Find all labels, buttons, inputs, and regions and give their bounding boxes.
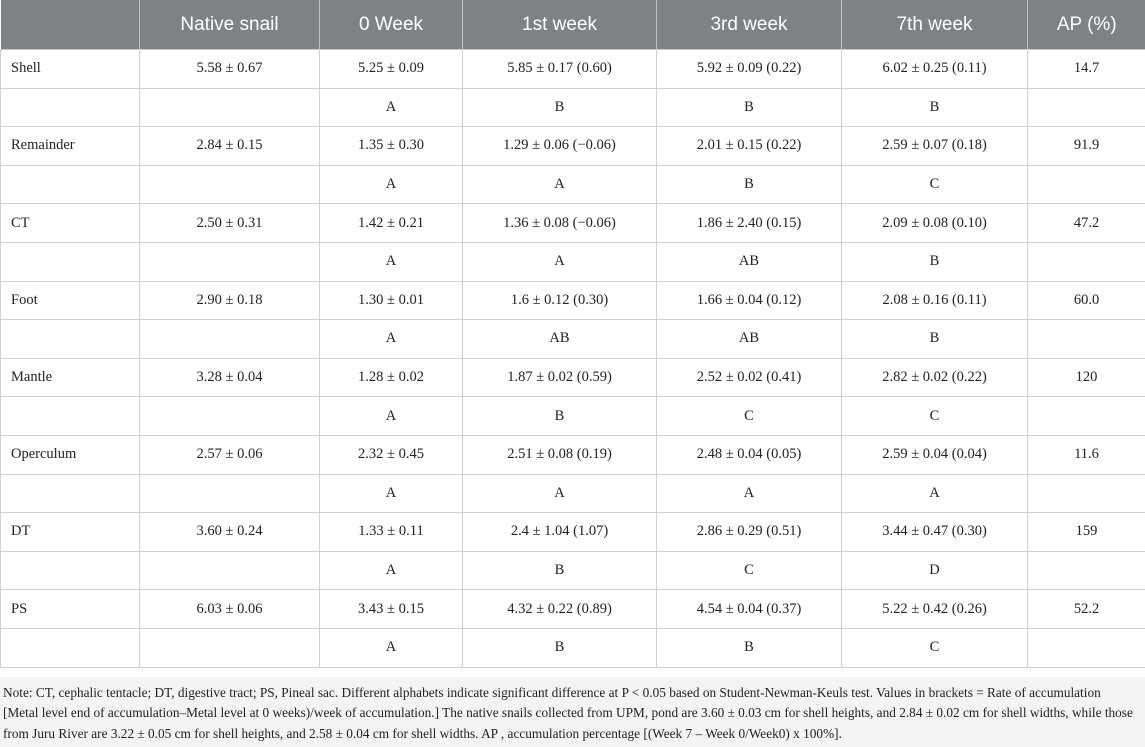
significance-letter: A — [320, 242, 463, 281]
value-cell: 52.2 — [1028, 590, 1145, 629]
significance-letter: B — [657, 88, 842, 127]
value-cell: 2.08 ± 0.16 (0.11) — [842, 281, 1028, 320]
significance-letter: C — [657, 551, 842, 590]
value-cell: 6.03 ± 0.06 — [140, 590, 320, 629]
significance-letter — [1028, 551, 1145, 590]
value-cell: 4.54 ± 0.04 (0.37) — [657, 590, 842, 629]
significance-letter: B — [463, 88, 657, 127]
table-row — [1, 435, 1145, 474]
header-cell-week-7: 7th week — [842, 0, 1028, 50]
significance-letter: A — [463, 242, 657, 281]
table-row — [1, 204, 1145, 243]
value-cell: 3.43 ± 0.15 — [320, 590, 463, 629]
value-cell: 2.59 ± 0.07 (0.18) — [842, 127, 1028, 166]
value-cell: 1.35 ± 0.30 — [320, 127, 463, 166]
value-cell: 5.92 ± 0.09 (0.22) — [657, 50, 842, 89]
value-cell: 2.59 ± 0.04 (0.04) — [842, 435, 1028, 474]
value-cell: 120 — [1028, 358, 1145, 397]
value-cell: 14.7 — [1028, 50, 1145, 89]
row-label: PS — [1, 590, 140, 629]
empty-cell — [1, 165, 140, 204]
row-label: Mantle — [1, 358, 140, 397]
significance-letter — [140, 165, 320, 204]
value-cell: 1.6 ± 0.12 (0.30) — [463, 281, 657, 320]
value-cell: 4.32 ± 0.22 (0.89) — [463, 590, 657, 629]
header-cell-tissue — [1, 0, 140, 50]
table-row-significance — [1, 551, 1145, 590]
significance-letter — [1028, 242, 1145, 281]
significance-letter — [1028, 397, 1145, 436]
table-row-significance — [1, 165, 1145, 204]
header-cell-week-3: 3rd week — [657, 0, 842, 50]
value-cell: 1.86 ± 2.40 (0.15) — [657, 204, 842, 243]
value-cell: 2.57 ± 0.06 — [140, 435, 320, 474]
value-cell: 60.0 — [1028, 281, 1145, 320]
significance-letter: AB — [657, 320, 842, 359]
value-cell: 1.36 ± 0.08 (−0.06) — [463, 204, 657, 243]
significance-letter: A — [320, 320, 463, 359]
value-cell: 3.60 ± 0.24 — [140, 513, 320, 552]
value-cell: 2.86 ± 0.29 (0.51) — [657, 513, 842, 552]
significance-letter — [140, 88, 320, 127]
significance-letter: B — [463, 628, 657, 667]
empty-cell — [1, 628, 140, 667]
significance-letter: B — [842, 242, 1028, 281]
empty-cell — [1, 474, 140, 513]
value-cell: 2.01 ± 0.15 (0.22) — [657, 127, 842, 166]
value-cell: 2.90 ± 0.18 — [140, 281, 320, 320]
value-cell: 5.22 ± 0.42 (0.26) — [842, 590, 1028, 629]
significance-letter — [1028, 320, 1145, 359]
significance-letter: B — [842, 320, 1028, 359]
table-row-significance — [1, 628, 1145, 667]
significance-letter — [1028, 165, 1145, 204]
row-label: Foot — [1, 281, 140, 320]
table-row — [1, 127, 1145, 166]
value-cell: 47.2 — [1028, 204, 1145, 243]
significance-letter: AB — [463, 320, 657, 359]
significance-letter: A — [320, 474, 463, 513]
empty-cell — [1, 551, 140, 590]
empty-cell — [1, 397, 140, 436]
value-cell: 6.02 ± 0.25 (0.11) — [842, 50, 1028, 89]
value-cell: 1.28 ± 0.02 — [320, 358, 463, 397]
header-cell-ap: AP (%) — [1028, 0, 1145, 50]
value-cell: 2.4 ± 1.04 (1.07) — [463, 513, 657, 552]
table-row-significance — [1, 320, 1145, 359]
row-label: Operculum — [1, 435, 140, 474]
table-row — [1, 590, 1145, 629]
significance-letter: A — [320, 397, 463, 436]
significance-letter: AB — [657, 242, 842, 281]
table-row-significance — [1, 88, 1145, 127]
significance-letter: A — [320, 165, 463, 204]
significance-letter: A — [657, 474, 842, 513]
header-cell-week-0: 0 Week — [320, 0, 463, 50]
table-row — [1, 50, 1145, 89]
value-cell: 2.32 ± 0.45 — [320, 435, 463, 474]
significance-letter: A — [320, 551, 463, 590]
significance-letter — [140, 242, 320, 281]
table-row-significance — [1, 397, 1145, 436]
value-cell: 2.09 ± 0.08 (0.10) — [842, 204, 1028, 243]
value-cell: 3.44 ± 0.47 (0.30) — [842, 513, 1028, 552]
significance-letter: C — [657, 397, 842, 436]
value-cell: 3.28 ± 0.04 — [140, 358, 320, 397]
value-cell: 2.48 ± 0.04 (0.05) — [657, 435, 842, 474]
value-cell: 5.85 ± 0.17 (0.60) — [463, 50, 657, 89]
row-label: Remainder — [1, 127, 140, 166]
empty-cell — [1, 88, 140, 127]
significance-letter: C — [842, 397, 1028, 436]
significance-letter: B — [657, 165, 842, 204]
significance-letter: A — [842, 474, 1028, 513]
significance-letter: A — [320, 628, 463, 667]
significance-letter: A — [320, 88, 463, 127]
empty-cell — [1, 242, 140, 281]
header-cell-native-snail: Native snail — [140, 0, 320, 50]
value-cell: 159 — [1028, 513, 1145, 552]
row-label: Shell — [1, 50, 140, 89]
table-row — [1, 281, 1145, 320]
row-label: DT — [1, 513, 140, 552]
value-cell: 1.29 ± 0.06 (−0.06) — [463, 127, 657, 166]
significance-letter: B — [657, 628, 842, 667]
value-cell: 2.82 ± 0.02 (0.22) — [842, 358, 1028, 397]
table-row-significance — [1, 242, 1145, 281]
table-row — [1, 513, 1145, 552]
table-row-significance — [1, 474, 1145, 513]
table-body — [1, 50, 1145, 668]
significance-letter: C — [842, 628, 1028, 667]
empty-cell — [1, 320, 140, 359]
significance-letter — [140, 474, 320, 513]
value-cell: 1.30 ± 0.01 — [320, 281, 463, 320]
header-cell-week-1: 1st week — [463, 0, 657, 50]
value-cell: 2.50 ± 0.31 — [140, 204, 320, 243]
value-cell: 1.66 ± 0.04 (0.12) — [657, 281, 842, 320]
significance-letter — [140, 551, 320, 590]
significance-letter — [1028, 474, 1145, 513]
significance-letter: B — [463, 551, 657, 590]
header-row — [1, 0, 1145, 50]
significance-letter: D — [842, 551, 1028, 590]
value-cell: 5.58 ± 0.67 — [140, 50, 320, 89]
value-cell: 5.25 ± 0.09 — [320, 50, 463, 89]
row-label: CT — [1, 204, 140, 243]
significance-letter — [1028, 88, 1145, 127]
significance-letter: A — [463, 165, 657, 204]
significance-letter — [1028, 628, 1145, 667]
value-cell: 2.84 ± 0.15 — [140, 127, 320, 166]
value-cell: 1.42 ± 0.21 — [320, 204, 463, 243]
table-row — [1, 358, 1145, 397]
significance-letter: C — [842, 165, 1028, 204]
value-cell: 2.51 ± 0.08 (0.19) — [463, 435, 657, 474]
table-note: Note: CT, cephalic tentacle; DT, digestive tract; PS, Pineal sac. Different alphabets indicate significant difference at P < 0.05 based on Student-Newman-Keuls test. Values in brackets = Rate of accumulation [Metal level end of accumulation–Metal level at 0 weeks)/week of accumulation.] The native snails collected from UPM, pond are 3.60 ± 0.03 cm for shell heights, and 2.84 ± 0.02 cm for shell widths, while those from Juru River are 3.22 ± 0.05 cm for shell heights, and 2.58 ± 0.04 cm for shell widths. AP , accumulation percentage [(Week 7 – Week 0/Week0) x 100%]. — [0, 677, 1145, 747]
value-cell: 1.87 ± 0.02 (0.59) — [463, 358, 657, 397]
value-cell: 1.33 ± 0.11 — [320, 513, 463, 552]
significance-letter — [140, 628, 320, 667]
significance-letter: B — [463, 397, 657, 436]
value-cell: 11.6 — [1028, 435, 1145, 474]
significance-letter — [140, 397, 320, 436]
value-cell: 2.52 ± 0.02 (0.41) — [657, 358, 842, 397]
significance-letter: B — [842, 88, 1028, 127]
value-cell: 91.9 — [1028, 127, 1145, 166]
significance-letter: A — [463, 474, 657, 513]
significance-letter — [140, 320, 320, 359]
